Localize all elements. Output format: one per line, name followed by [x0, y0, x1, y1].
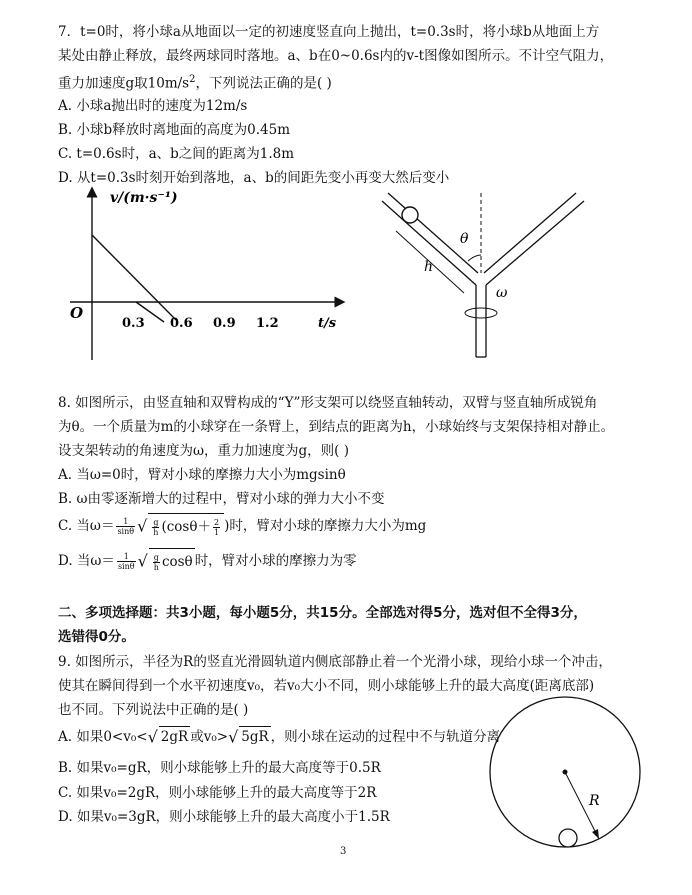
omega-label: ω [496, 285, 508, 301]
q7-superscript: 2 [189, 74, 196, 85]
q9-stem-line1: 9. 如图所示，半径为R的竖直光滑圆轨道内侧底部静止着一个光滑小球，现给小球一个冲击， [58, 654, 612, 670]
q7-stem-text: 重力加速度g取10m/s [58, 75, 190, 92]
q7-option-a: A. 小球a抛出时的速度为12m/s [58, 98, 248, 114]
q8-stem-line2: 为θ。一个质量为m的小球穿在一条臂上，到结点的距离为h，小球始终与支架保持相对静止。 [58, 419, 615, 435]
q8-stem-line3: 设支架转动的角速度为ω，重力加速度为g，则( ) [58, 443, 349, 459]
q8-d-sqrt: $\frac{g}{h}$ cosθ [149, 548, 195, 575]
q8-option-b: B. ω由零逐渐增大的过程中，臂对小球的弹力大小不变 [58, 491, 385, 507]
h-label: h [424, 259, 434, 275]
y-axis-label: v/(m·s⁻¹) [110, 190, 178, 206]
q8-option-d [58, 548, 357, 575]
q9-option-b: B. 如果v₀=gR，则小球能够上升的最大高度等于0.5R [58, 760, 381, 776]
q8-option-c [58, 513, 426, 540]
sqrt-icon: √ [137, 551, 148, 571]
ball [402, 207, 418, 223]
sqrt-icon: √ [137, 516, 148, 536]
q8-d-post: 时，臂对小球的摩擦力为零 [194, 553, 357, 569]
vt-graph [60, 180, 360, 360]
tick-0.3: 0.3 [122, 316, 145, 331]
line-a [92, 235, 176, 320]
q7-stem-line1: 7．t=0时，将小球a从地面以一定的初速度竖直向上抛出，t=0.3s时，将小球b从地面上方 [58, 24, 600, 40]
q8-stem-line1: 8. 如图所示，由竖直轴和双臂构成的“Y”形支架可以绕竖直轴转动，双臂与竖直轴所成锐角 [58, 395, 598, 411]
q9-option-c: C. 如果v₀=2gR，则小球能够上升的最大高度等于2R [58, 785, 377, 801]
origin-label: O [70, 304, 84, 322]
q8-d-pre: D. 当ω＝ [58, 553, 115, 569]
y-frame-figure [380, 185, 600, 365]
q9-option-a: A. 如果0<v₀<√ 2gR 或v₀>√ 5gR ，则小球在运动的过程中不与轨道分离 [58, 727, 501, 747]
q7-option-b: B. 小球b释放时离地面的高度为0.45m [58, 122, 291, 138]
q8-c-frac1: $\frac{1}{\sin\theta}$ [117, 517, 135, 536]
x-axis-label: t/s [318, 316, 337, 331]
q7-stem-line2: 某处由静止释放，最终两球同时落地。a、b在0~0.6s内的v-t图像如图所示。不计空气阻力， [58, 48, 614, 64]
q9-option-d: D. 如果v₀=3gR，则小球能够上升的最大高度小于1.5R [58, 809, 390, 825]
tick-0.6: 0.6 [170, 316, 193, 331]
q9-stem-line3: 也不同。下列说法中正确的是( ) [58, 702, 249, 718]
circle-track-figure [488, 695, 643, 850]
q8-c-pre: C. 当ω＝ [58, 518, 115, 534]
small-ball [559, 829, 577, 847]
section2-heading-line1: 二、多项选择题：共3小题，每小题5分，共15分。全部选对得5分，选对但不全得3分， [58, 605, 587, 621]
section2-heading-line2: 选错得0分。 [58, 629, 135, 645]
q8-c-post: )时，臂对小球的摩擦力大小为mg [224, 518, 427, 534]
q7-stem-text-end: ，下列说法正确的是( ) [195, 75, 332, 92]
q7-option-d: D. 从t=0.3s时刻开始到落地，a、b的间距先变小再变大然后变小 [58, 170, 450, 186]
q8-option-a: A. 当ω=0时，臂对小球的摩擦力大小为mgsinθ [58, 467, 346, 483]
q8-d-frac1: $\frac{1}{\sin\theta}$ [117, 552, 135, 571]
q7-option-c: C. t=0.6s时，a、b之间的距离为1.8m [58, 146, 295, 162]
sqrt-icon: √ [147, 727, 158, 747]
q7-stem-line3 [58, 70, 332, 94]
tick-1.2: 1.2 [256, 316, 279, 331]
tick-0.9: 0.9 [213, 316, 236, 331]
q9-stem-line2: 使其在瞬间得到一个水平初速度v₀，若v₀大小不同，则小球能够上升的最大高度(距离底部) [58, 678, 595, 694]
sqrt-icon: √ [228, 727, 239, 747]
radius-label: R [589, 793, 600, 809]
page-number: 3 [340, 846, 347, 857]
q8-c-sqrt: $\frac{g}{h}$ (cosθ＋ $\frac{2}{1}$ [148, 513, 224, 540]
theta-label: θ [460, 231, 469, 247]
